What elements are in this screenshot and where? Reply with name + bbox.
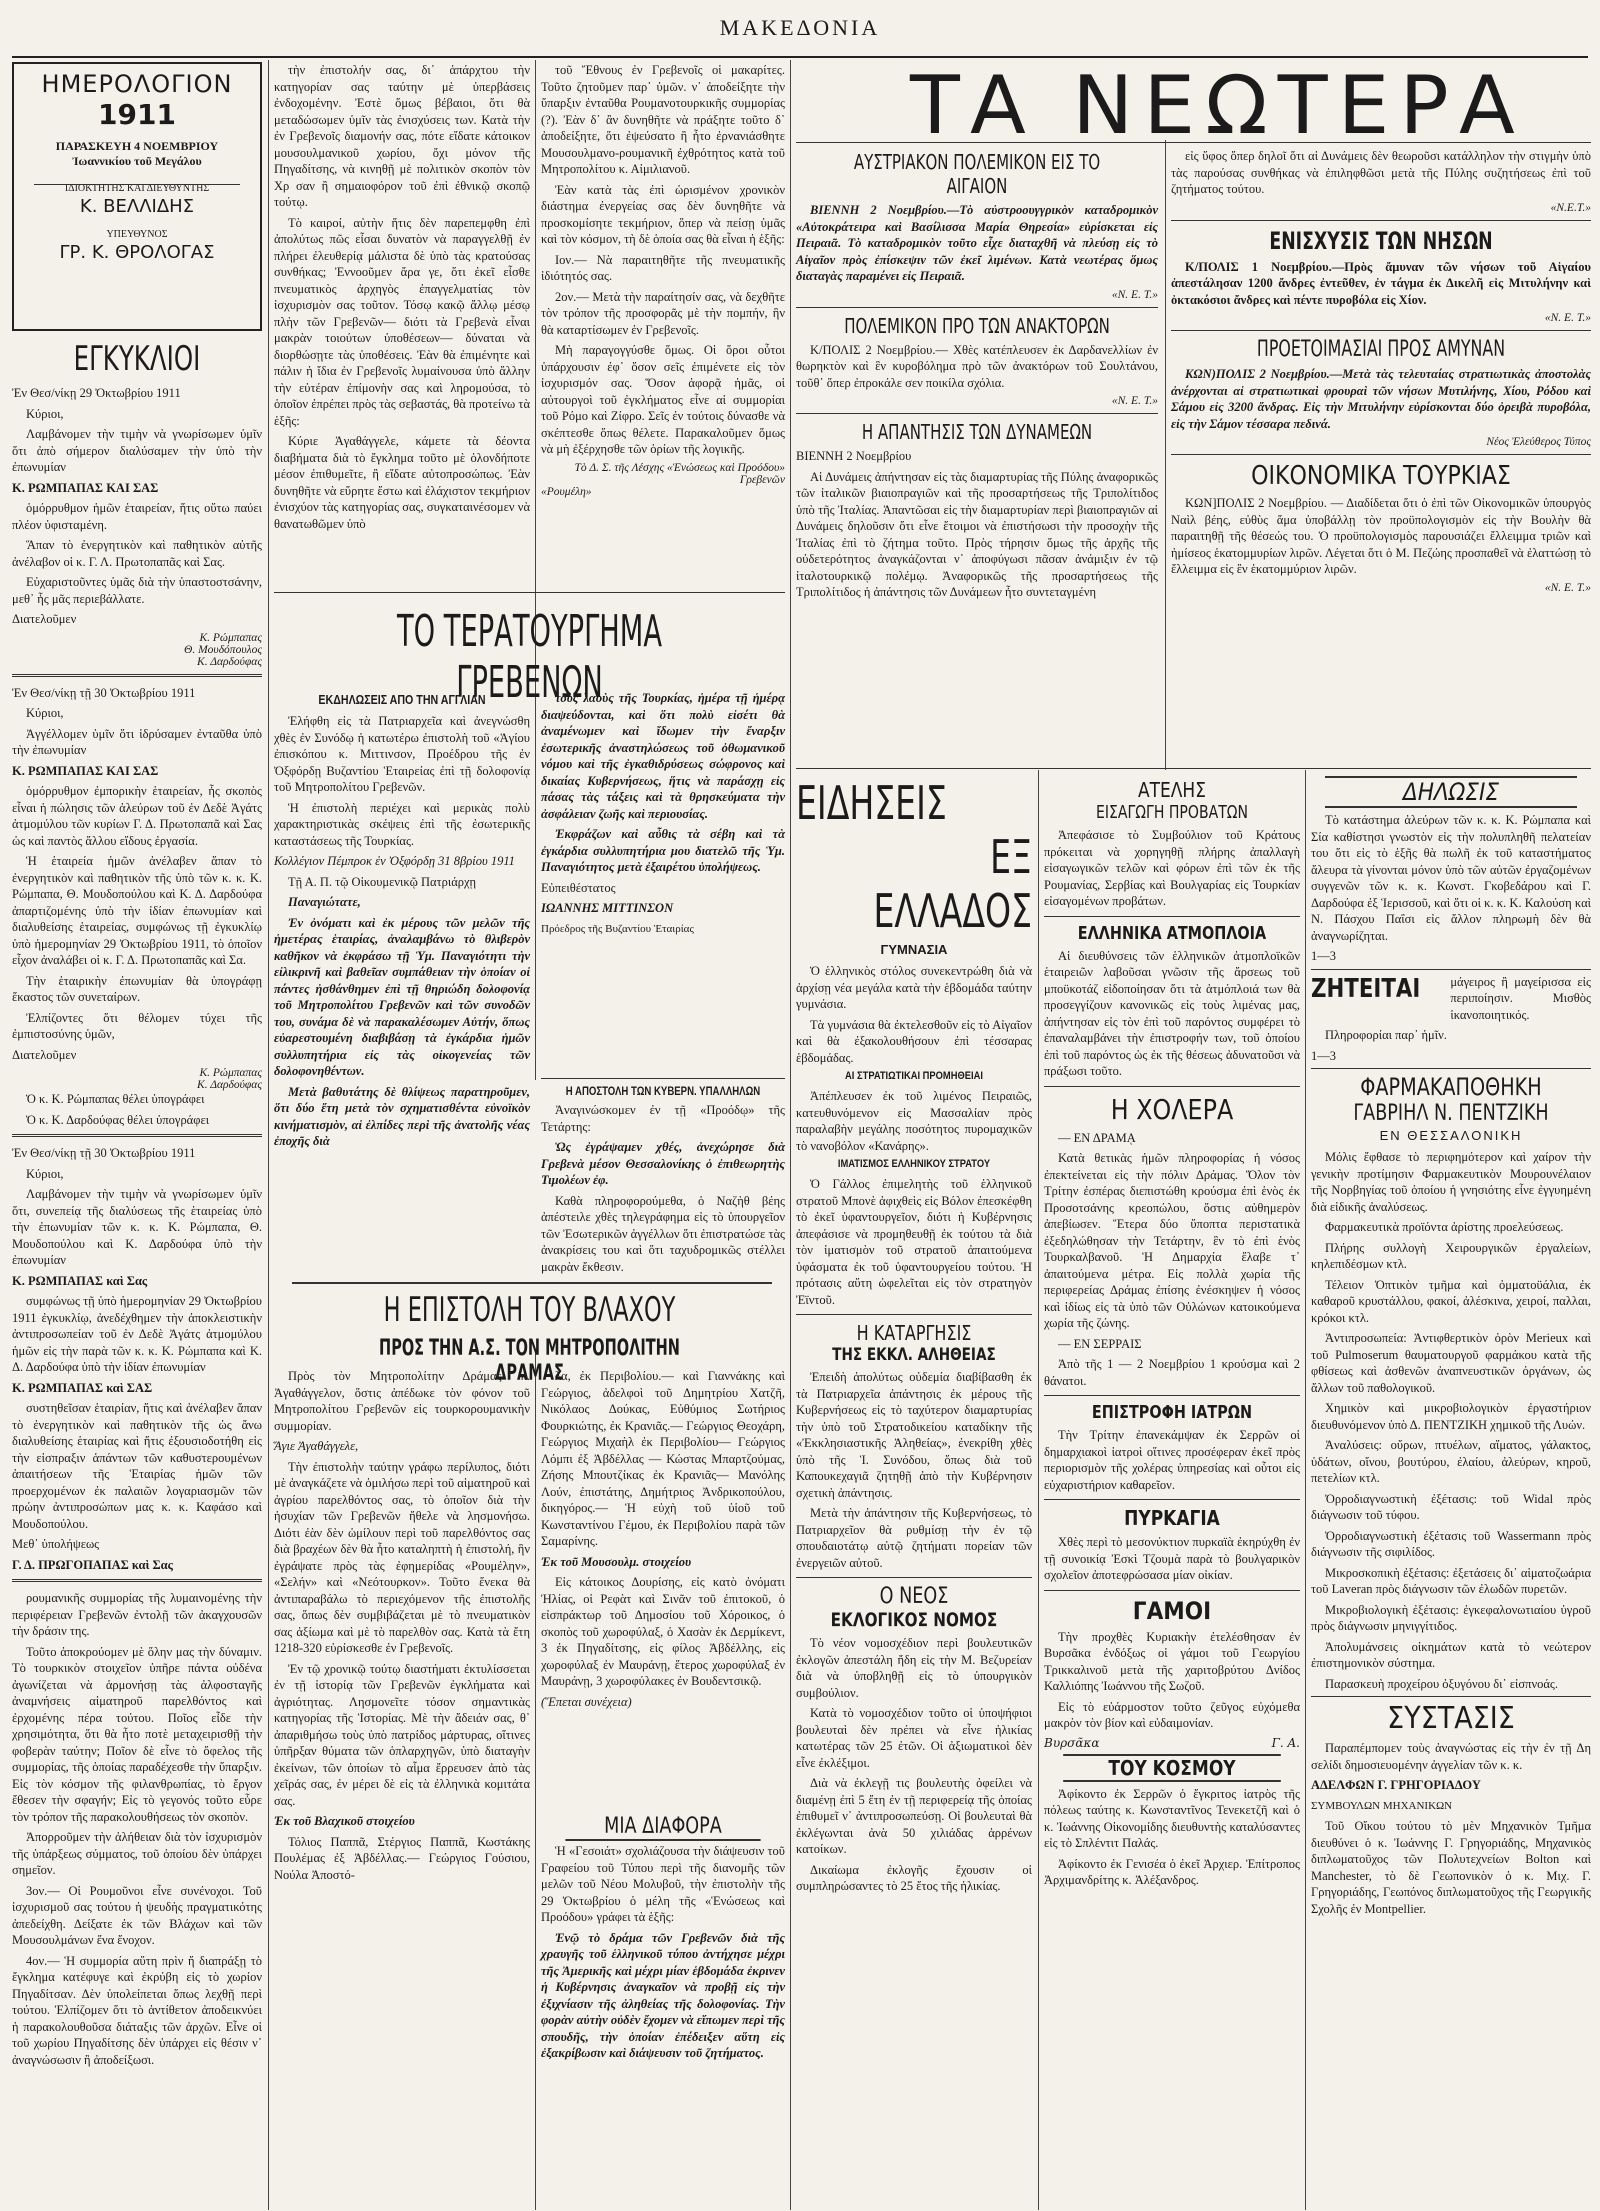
neotera-banner: ΤΑ ΝΕΩΤΕΡΑ — [910, 59, 1525, 152]
column-3-top — [541, 62, 785, 590]
divider — [34, 184, 240, 185]
text: ρουμανικῆς συμμορίας τῆς λυμαινομένης τὴν περιφέρειαν Γρεβενῶν ἐντολῇ τῶν ἀκαγχουσῶν τὴν δράσιν της. — [12, 1591, 262, 1638]
signature: Θ. Μουδόπουλος — [184, 643, 262, 656]
text: ΑΔΕΛΦΩΝ Γ. ΓΡΗΓΟΡΙΑΔΟΥ — [1311, 1778, 1481, 1792]
source: «Ν. Ε. Τ.» — [1111, 288, 1158, 301]
divider — [1044, 1590, 1300, 1591]
column-2-top — [274, 62, 530, 590]
signature: Κ. Δαρδούφας — [197, 655, 262, 668]
aigaio-heading: ΑΥΣΤΡΙΑΚΟΝ ΠΟΛΕΜΙΚΟΝ ΕΙΣ ΤΟ ΑΙΓΑΙΟΝ — [853, 150, 1101, 198]
column-rule — [535, 1350, 536, 2210]
divider — [796, 768, 1591, 769]
text: ΒΙΕΝΝΗ 2 Νοεμβρίου — [796, 449, 912, 463]
column-4-top — [796, 148, 1158, 766]
text: Εὐχαριστοῦντες ὑμᾶς διὰ τὴν ὑπαστοστσάνην, μεθ᾿ ἧς μᾶς περιεβάλλατε. — [12, 575, 262, 606]
diloseis-heading: ΔΗΛΩΣΙΣ — [1325, 776, 1577, 808]
reference: 1—3 — [1311, 949, 1336, 963]
divider — [796, 142, 1591, 143]
text: Ὁ κ. Κ. Δαρδούφας θέλει ὑπογράφει — [26, 1112, 210, 1127]
text: Κατὰ θετικὰς ἡμῶν πληροφορίας ἡ νόσος ἐπεκτείνεται εἰς τὴν πόλιν Δράμας. Ὅλον τὸν Τρίτην ἐσπέρας διεπιστώθη κρούσμα ἐπὶ ἑνὸς ἐκ Προσοτσάνης κρεοπώλου, ὅστις αὐθημερὸν ἀπεβίωσεν. Ἕτερα δύο ὕποπτα περιστατικὰ ἐξεδηλώθησαν τὴν Τετάρτην, ἓν τὸ ἐπὶ ἑνὸς Τουρκαλβανοῦ. Ἡ Δημαρχία ἔλαβε τ᾿ ἀπαιτούμενα μέτρα. Εἰς πολλὰ χωρία τῆς περιφερείας Δράμας ἐπίσης ἐνέσκηψεν ἡ νόσος καὶ ἰδίως εἰς τὰ ὑπὸ τῶν Οὐλώνων κατοικούμενα χωρία τῆς ζώνης. — [1044, 1151, 1300, 1330]
divider — [274, 592, 785, 593]
editor-name: ΓΡ. Κ. ΘΡΟΛΟΓΑΣ — [59, 242, 215, 263]
column-rule — [790, 60, 791, 2210]
calendar-day: ΠΑΡΑΣΚΕΥΗ 4 ΝΟΕΜΒΡΙΟΥ — [55, 139, 219, 153]
signature: Γ. Α. — [1271, 1735, 1300, 1750]
column-rule — [1305, 770, 1306, 2210]
text: — ΕΝ ΣΕΡΡΑΙΣ — [1058, 1336, 1142, 1351]
text: Μετὰ βαθυτάτης δὲ θλίψεως παρατηροῦμεν, ὅτι δύο ἔτη μετὰ τὸν σχηματισθέντα εὐνοϊκὸν κινήματισμὸν, αἱ ἐλπίδες περὶ τῆς ἀνατολῆς νέας ἐποχῆς διὰ — [274, 1084, 530, 1148]
nomos-heading: Ο ΝΕΟΣ — [879, 1584, 949, 1609]
vlachou-headline-block — [274, 1290, 785, 1386]
text: 3ον.— Οἱ Ρουμοῦνοι εἶνε συνένοχοι. Τοῦ ἰσχυρισμοῦ σας τούτου ἡ ψευδὴς πραγματικότης ἀπεδείχθη. Δείξατε ἐκ τῶν Βλάχων καὶ τῶν Μουσουλμάνων ἕνα ἔνοχον. — [12, 1883, 262, 1947]
column-rule — [1165, 140, 1166, 770]
text: ΚΩΝ]ΠΟΛΙΣ 2 Νοεμβρίου. — Διαδίδεται ὅτι ὁ ἐπὶ τῶν Οἰκονομικῶν ὑπουργὸς Ναὶλ βέης, εὐθὺς ἅμα ὑποβάλλῃ τὸν προϋπολογισμὸν εἰς τὴν Βουλὴν θὰ παραιτηθῇ τῆς θέσεώς του. Ὁ προϋπολογισμὸς παρουσιάζει ἔλλειμμα τριῶν καὶ ἡμίσεος ἑκατομμυρίων λιρῶν. Λέγεται ὅτι ὁ Μ. Πεζώης προσπαθεῖ νὰ ἐλαττώσῃ τὸ ἔλλειμμα εἰς ἓν ἑκατομμύριον λιρῶν. — [1171, 496, 1591, 576]
text: Κ/ΠΟΛΙΣ 2 Νοεμβρίου.— Χθὲς κατέπλευσεν ἐκ Δαρδανελλίων ἐν θωρηκτὸν καὶ ἓν κυροβόλημα πρὸ τῶν ἀνακτόρων τοῦ Σουλτάνου, τοῦθ᾿ ὅπερ ἐπροκάλε σεν ποικίλα σχόλια. — [796, 342, 1158, 390]
column-1 — [12, 62, 262, 2207]
divider — [12, 1579, 262, 1582]
text: 4ον.— Ἡ συμμορία αὕτη πρὶν ἤ διαπράξῃ τὸ ἔγκλημα κατέφυγε καὶ ἐκρύβη εἰς τὸ χωρίον Πηγαδίτσαν. Δὲν ὑπολείπεται ὅπως λεχθῇ περὶ τούτου. Ἐλπίζομεν ὅτι τὸ ἀντίθετον ἀποδεικνύει ἡ παρακολουθοῦσα διάταξις τῶν ἀρχῶν. Εἶνε οἱ τοῦ χωρίου Πηγαδίτσης δὲν ὑπάρχει εἰς θέσιν ν᾿ ἀναγνώσωσιν ἢ ἀποδείξωσι. — [12, 1953, 262, 2067]
source: «Ν. Ε. Τ.» — [1111, 395, 1158, 407]
text: Εὐπειθέστατος — [541, 880, 616, 895]
source: «Ρουμέλη» — [541, 485, 592, 498]
text: ὁμόρρυθμον ἡμῶν ἑταιρείαν, ἥτις οὕτω παύει πλέον ὑφισταμένη. — [12, 501, 262, 532]
column-8 — [1311, 772, 1591, 2208]
text: Κ/ΠΟΛΙΣ 1 Νοεμβρίου.—Πρὸς ἄμυναν τῶν νήσων τοῦ Αἰγαίου ἀπεστάλησαν 1200 ἄνδρες ἐντεῦθεν, ἐν τάγμα ἐκ Δικελῆ εἰς Μιτυλήνην καὶ ὀκτακόσιοι ἄνδρες καὶ πέντε πυροβόλα εἰς Χίον. — [1171, 259, 1591, 307]
gamoi-signoff — [1044, 1736, 1300, 1750]
text: Εἰς κάτοικος Δουρίσης, εἰς κατὸ ὀνόματι Ἠλίας, οἱ Ρεφὰτ καὶ Σινᾶν τοῦ ἐπιτοκοῦ, ὁ εἰσπράκτωρ τοῦ Δημοσίου τοῦ Χόροικος, ὁ σκοπὸς τοῦ χωροφύλαξ, ὁ Χασὰν ἐκ Δερμίκεντ, 3 ἐκ Πηγαδίτσης, εἰς φίλος Ἀβδέλλης, εἰς χωροφύλαξ ἐν Μαυράνῃ, ἕτερος χωροφύλαξ ἐν Μαυράνῃ, 3 χωροφύλακες ἐν Βουδεντσικῷ. — [541, 1575, 785, 1688]
signature: Κ. Δαρδούφας — [197, 1079, 262, 1091]
divider — [541, 1078, 785, 1079]
text: Ἐλπίζοντες ὅτι θέλομεν τύχει τῆς ἐμπιστοσύνης ὑμῶν, — [12, 1010, 262, 1041]
text: Τὴν ἐπιστολὴν ταύτην γράφω περίλυπος, διότι μὲ ἀναγκάζετε νὰ ὁμιλήσω περὶ τοῦ αἱματηροῦ καὶ ἀγρίου παρελθόντος σας, τὸ ὁποῖον διὰ τὴν ἡσυχίαν τῶν Γρεβενῶν ἤθελε νὰ λησμονήσω. Διότι ἐὰν δὲν ὡμίλουν περὶ τοῦ παρελθόντος σας διὰ βραχέων δὲν θὰ ἦτο καταληπτὴ ἡ ἐπιστολή, ἣν ἐγράψατε πρὸς τὰς ἐφημερίδας «Ρουμέλην», «Σελήν» καὶ «Νεότουρκον». Τοῦτο ἕνεκα θὰ ἀντιπαραβάλω τὸ περιεχόμενον τῆς ἐπιστολῆς σας, ὅπως δὲν συμβιβάζεται μὲ τὸ πνευματικὸν σας ἀξίωμα καὶ μὲ τὸ παρελθὸν σας. Κατὰ τὰ ἔτη 1218-320 εὑρίσκεσθε ἐν Γρεβενοῖς. — [274, 1459, 530, 1655]
text: Ἐκ τοῦ Μουσουλμ. στοιχείου — [541, 1554, 692, 1569]
text: — ΕΝ ΔΡΑΜᾼ — [1058, 1130, 1136, 1145]
text: Κύριοι, — [26, 1166, 64, 1181]
zitetai-block — [1311, 974, 1591, 1028]
probaton-heading-1: ΑΤΕΛΗΣ — [1138, 778, 1206, 802]
text: Ἀπέπλευσεν ἐκ τοῦ λιμένος Πειραιῶς, κατευθυνόμενον εἰς Μασσαλίαν πρὸς παραλαβὴν μεγάλης ποσότητος πυρομαχικῶν τὸ νανοβόλον «Κανάρης». — [796, 1089, 1032, 1153]
text: Ὡς ἐγράψαμεν χθές, ἀνεχώρησε διὰ Γρεβενὰ μέσον Θεσσαλονίκης ὁ ἐπιθεωρητὴς Τιμολέων ἐφ. — [541, 1140, 785, 1187]
diafora-heading: ΜΙΑ ΔΙΑΦΟΡΑ — [565, 1814, 760, 1841]
probaton-heading-2: ΕΙΣΑΓΩΓΗ ΠΡΟΒΑΤΩΝ — [1095, 802, 1249, 823]
text: Τοῦτο ἀποκρούομεν μὲ ὅλην μας τὴν δύναμιν. Τὸ τουρκικὸν στοιχεῖον ὑπῆρε πάντα οὐδένα ἀγωνίζεται νὰ ἁρμονήσῃ τὰς ἀλφοσταγῆς ἀναμνήσεις αἱματηροῦ παρελθόντος καὶ ἐρχομένης πέρα τούτου. Ποῖος εἶδε τὴν χρησιμότητα, ὅτι θὰ ἦτο ποτὲ μεταχειρισθῇ τὴν φοβερὰν ταύτην; Ποῖον δὲ εἶνε τὸ ὄφελος τῆς συμμορίας, τῆς ὁποίας παραδέχεσθε τὴν ὕπαρξιν. Εἰς τὸν κόσμον τῆς φιλανθρωπίας, τὸ ἔργον ἔθεσεν τὴν σφαγήν; Εἰς τὸ γεγονός τοῦτο εὗρε τὸν τρόπον τῆς παρακολουθήσεως τὸν σκοπὸν. — [12, 1644, 262, 1824]
divider — [1044, 1395, 1300, 1396]
text: Ἐκ τοῦ Βλαχικοῦ στοιχείου — [274, 1814, 415, 1828]
text: εἰς ὕφος ὅπερ δηλοῖ ὅτι αἱ Δυνάμεις δὲν θεωροῦσι κατάλληλον τὴν στιγμὴν ὑπὸ τὰς παρούσας συνθήκας νὰ ἐπιληφθῶσι μετὰ τῆς Πύλης συζητήσεως ἐπὶ τοῦ ζητήματος τούτου. — [1171, 149, 1591, 196]
divider — [1044, 1499, 1300, 1500]
text: Ἀφίκοντο ἐκ Σερρῶν ὁ ἔγκριτος ἰατρὸς τῆς πόλεως ταύτης κ. Κωνσταντῖνος Τενεκετζῆ καὶ ὁ κ. Ἰωάννης Οἰκονομίδης διευθυντὴς καταλύσαντες εἰς τὸ Σπλέντιτ Παλάς. — [1044, 1786, 1300, 1850]
text: Κύριε Ἀγαθάγγελε, κάμετε τὰ δέοντα διαβήματα διὰ τὸ ἔγκλημα τοῦτο μὲ ὁλονδήποτε μέσον ἐπιθυμεῖτε, ἢ εἴδατε αὐτοπροσώπως. Ἐὰν δυνηθῆτε νὰ εὕρητε ἔστω καὶ ἐλάχιστον τεκμήριον ἐνισχύον τὰς κατηγορίας σας, συγκαταινέσομεν νὰ θανατωθῶμεν ὑπὸ — [274, 434, 530, 531]
text: Ἐν τῷ χρονικῷ τούτῳ διαστήματι ἐκτυλίσσεται ἐν τῇ ἱστορίᾳ τῶν Γρεβενῶν ἐγκλήματα καὶ ἀγριότητας. Λησμονεῖτε τόσον σημαντικὰς κατηγορίας τῆς Ἱστορίας. Μὲ τὴν ἄδειάν σας, θ᾿ ἀπαριθμήσω τοὺς ὑπὸ πατρίδος μάρτυρας, οἵτινες ὑπῆρξαν θύματα τῶν ὁπλαρχηγῶν, ὑπὸ διαταγὴν ἐκείνων, τῶν ὁποίων τὸ αἷμα ἔρρευσεν ἀπὸ τὰς χεῖράς σας, ἐν μέρει δὲ εἰς τὰ ἐλληνικὰ κομιτάτα σας. — [274, 1661, 530, 1808]
text: Τὸ νέον νομοσχέδιον περὶ βουλευτικῶν ἐκλογῶν ἀπεστάλη ἤδη εἰς τὴν Μ. Βεζυρείαν διὰ νὰ ὑποβληθῇ εἰς τὸ ὑπουργικὸν συμβούλιον. — [796, 1636, 1032, 1700]
eidiseis-subhead: ΙΜΑΤΙΣΜΟΣ ΕΛΛΗΝΙΚΟΥ ΣΤΡΑΤΟΥ — [837, 1158, 991, 1170]
signature: Τὸ Δ. Σ. τῆς Λέσχης «Ἑνώσεως καὶ Προόδου» Γρεβενῶν — [574, 461, 785, 486]
cholera-heading: Η ΧΟΛΕΡΑ — [1110, 1092, 1234, 1126]
text: ΒΙΕΝΝΗ 2 Νοεμβρίου.—Τὸ αὐστροουγγρικὸν καταδρομικὸν «Αὐτοκράτειρα καὶ Βασίλισσα Μαρία Θηρεσία» εὑρίσκεται εἰς Πειραιᾶ. Τὸ καταδρομικὸν τοῦτο εἶχε διαταχθῆ νὰ πλεύσῃ εἰς τὸ Αἰγαῖον πρὸς ἐπίσκεψιν τῶν ἐκεῖ λιμένων. Κατὰ νεωτέρας ὅμως διαταγὰς παραμένει εἰς Πειραιᾶ. — [796, 203, 1158, 283]
calendar-box — [12, 62, 262, 331]
text: Ἀπεφάσισε τὸ Συμβούλιον τοῦ Κράτους πρόκειται νὰ χορηγηθῇ πλήρης ἀπαλλαγὴ εἰσαγωγικῶν τελῶν καὶ φόρων ἐπὶ τῶν ἐκ τῆς Ρουμανίας, Σερβίας καὶ Βουλγαρίας εἰς Τουρκίαν εἰσαγομένων προβάτων. — [1044, 828, 1300, 908]
text: Ἀπὸ τῆς 1 — 2 Νοεμβρίου 1 κρούσμα καὶ 2 θάνατοι. — [1044, 1357, 1300, 1388]
source: «Ν. Ε. Τ.» — [1544, 581, 1591, 594]
text: Ἐὰν κατὰ τὰς ἐπὶ ὡρισμένον χρονικὸν διάστημα ἐνεργείας σας δὲν δυνηθῆτε νὰ προσκομίσητε τεκμήριον, ὅπερ νὰ πείσῃ ὑμᾶς καὶ τὸν κόσμον, τὴ δὲ ὁποία σας θὰ εἶναι ἡ ἑξῆς: — [541, 182, 785, 246]
dynameon-heading: Η ΑΠΑΝΤΗΣΙΣ ΤΩΝ ΔΥΝΑΜΕΩΝ — [861, 420, 1093, 444]
pyrkagia-heading: ΠΥΡΚΑΓΙΑ — [1124, 1506, 1220, 1530]
text: Ἀπορροῦμεν τὴν ἀλήθειαν διὰ τὸν ἰσχυρισμὸν τῆς ὑπάρξεως σύμματος, τοῦ ὁποίου δὲν ὑπάρχει σημεῖον. — [12, 1830, 262, 1877]
grevena-column-b — [541, 690, 785, 1080]
text: Διατελοῦμεν — [12, 1047, 77, 1062]
text: Κολλέγιον Πέμπροκ ἐν Ὀξφόρδῃ 31 8βρίου 1911 — [274, 854, 515, 868]
text: Παρασκευὴ προχείρου ὀξυγόνου δι᾿ εἰσπνοάς. — [1325, 1676, 1558, 1691]
text: Εἰς τὸ εὐάρμοστον τοῦτο ζεῦγος εὐχόμεθα μακρὸν τὸν βίον καὶ εὐδαιμονίαν. — [1044, 1699, 1300, 1730]
text: Ἐνῷ τὸ δράμα τῶν Γρεβενῶν διὰ τῆς χραυγῆς τοῦ ἑλληνικοῦ τύπου ἀντήχησε μέχρι τῆς Ἀμερικῆς καὶ μέχρι μίαν ἑβδομάδα ἐκρινεν ἡ Κυβέρνησις ἀναγκαῖον νὰ προβῇ εἰς τὴν ἐξιχνίασιν τῆς ἀληθείας τῆς δολοφονίας. Τὴν φορὰν αὐτὴν οὐδὲν ἔχομεν νὰ εἴπωμεν περὶ τῆς σπουδῆς, τὴν ὁποίαν ἐπέδειξεν αὕτη εἰς ἐξακρίβωσιν καὶ διάψευσιν τοῦ ζητήματος. — [541, 1930, 785, 2060]
text: Τέλειον Ὀπτικὸν τμῆμα καὶ ὀμματοϋάλια, ἐκ καθαροῦ κρυστάλλου, φακοί, ἀλέσκινα, χειροί, παλλαι, κρόκοι κτλ. — [1311, 1277, 1591, 1325]
handwritten-rule — [292, 1282, 772, 1284]
divider — [796, 1314, 1032, 1315]
text: Ἐν Θεσ/νίκῃ 29 Ὀκτωβρίου 1911 — [12, 386, 181, 400]
text: Ὁ ἑλληνικὸς στόλος συνεκεντρώθη διὰ νὰ ἀρχίσῃ νέα μεγάλα κατὰ τὴν ἑβδομάδα ταύτην γυμνάσια. — [796, 964, 1032, 1011]
text: Διατελοῦμεν — [12, 612, 77, 626]
text: Παραπέμπομεν τοὺς ἀναγνώστας εἰς τὴν ἐν τῇ Δη σελίδι δημοσιευομένην ἀγγελίαν τῶν κ. κ. — [1311, 1741, 1591, 1772]
divider — [796, 413, 1158, 414]
text: Παναγιώτατε, — [288, 895, 361, 909]
text: ΙΩΑΝΝΗΣ ΜΙΤΤΙΝΣΟΝ — [541, 901, 674, 915]
text: Ἀπολυμάνσεις οἰκημάτων κατὰ τὸ νεώτερον ἐπιστημονικὸν σύστημα. — [1311, 1639, 1591, 1670]
divider — [1044, 916, 1300, 917]
text: Κ. ΡΩΜΠΑΠΑΣ καὶ ΣΑΣ — [12, 1380, 153, 1395]
text: 2ον.— Μετὰ τὴν παραίτησίν σας, νὰ δεχθῆτε τὸν τρόπον τῆς προσφορᾶς μὲ τὴν πομπήν, ἣν θὰ καταρτίσωμεν ἐν Γρεβενοῖς. — [541, 289, 785, 337]
text: Λαμβάνομεν τὴν τιμὴν νὰ γνωρίσωμεν ὑμῖν ὅτι, συνεπείᾳ τῆς διαλύσεως τῆς ἑταιρείας ὑπὸ τὴν ἐπωνυμίαν τῶν κ. κ. Κ. Ρώμπαπα, Θ. Μουδοπούλου καὶ Κ. Δαρδούφα ὑπὸ τὴν ἐπωνυμίαν — [12, 1187, 262, 1267]
source: Νέος Ἐλεύθερος Τύπος — [1486, 436, 1591, 448]
oikonomika-heading: ΟΙΚΟΝΟΜΙΚΑ ΤΟΥΡΚΙΑΣ — [1251, 461, 1511, 491]
text: Αἱ Δυνάμεις ἀπήντησαν εἰς τὰς διαμαρτυρίας τῆς Πύλης ἀναφορικῶς τῶν ἰταλικῶν βιαιοπραγιῶν καὶ τῆς προσαρτήσεως τῆς Τριπολίτιδος ὑπὸ τῆς Ἰταλίας. Ἀπαντῶσαι εἰς τὴν διαμαρτυρίαν περὶ βιαιοπραγιῶν αἱ Δυνάμεις δηλοῦσιν ὅτι εἶνε ἕτοιμοι νὰ ἐπιστήσωσι τὴν προσοχὴν τῆς Ἰταλίας ἐπὶ τὸ ζήτημα τοῦτο. Πρὸς τήρησιν ὅμως τῆς ἀρχῆς τῆς οὐδετερότητος ἀναγκάζονται ν᾿ ἀποφύγωσι πᾶσαν ἀνάμιξιν ἐν τῷ ἰταλοτουρκικῷ πολέμῳ. Ἀναφορικῶς τῆς προσαρτήσεως τῆς Τριπολίτιδος ἡ ἀπάντησις τῶν Δυνάμεων ἦτο συντεταγμένη — [796, 469, 1158, 599]
text: Ὁ Γάλλος ἐπιμελητὴς τοῦ ἑλληνικοῦ στρατοῦ Μπονὲ ἀφιχθεὶς εἰς Βόλον ἐπεσκέφθη τὸ ἐκεῖ ὑφαντουργεῖον, διότι ἡ Κυβέρνησις ἀπεφάσισε νὰ προμηθευθῇ ἐκ τούτου τὰ διὰ τὸν ἱματισμὸν τοῦ στρατοῦ ἀπαιτούμενα ὑφάσματα ἐκ τοῦ ὑφαντουργείου τούτου. Ἡ πρότασις αὕτη ὠφελεῖται εἰς τὸν στρατηγὸν Ἐϊντοῦ. — [796, 1177, 1032, 1307]
text: Κύριοι, — [26, 706, 64, 720]
text: Τόλιος Παππᾶ, Στέργιος Παππᾶ, Κωστάκης Πουλέμας ἐξ Ἀβδέλλας.— Γεώργιος Γούσιου, Νούλα Ἀποστό- — [274, 1834, 530, 1882]
text: Ἐλήφθη εἰς τὰ Πατριαρχεῖα καὶ ἀνεγνώσθη χθὲς ἐν Συνόδῳ ἡ κατωτέρω ἐπιστολὴ τοῦ «Ἁγίου ἐπισκόπου κ. Μιττινσον, Προέδρου τῆς ἐν Ὀξφόρδῃ Βυζαντίου Ἑταιρείας ἐπὶ τῇ δολοφονίᾳ τοῦ Μητροπολίτου Γρεβενῶν. — [274, 714, 530, 794]
text: Κ. ΡΩΜΠΑΠΑΣ καὶ Σας — [12, 1273, 148, 1288]
text: Δικαίωμα ἐκλογῆς ἔχουσιν οἱ συμπληρώσαντες τὸ 25 ἔτος τῆς ἡλικίας. — [796, 1862, 1032, 1893]
text: Χθὲς περὶ τὸ μεσονύκτιον πυρκαϊὰ ἐκηρύχθη ἐν τῇ συνοικίᾳ Ἐσκὶ Τζουμὰ παρὰ τὸ βουλγαρικὸν σχολεῖον ἀποτεφρώσασα μίαν οἰκίαν. — [1044, 1535, 1300, 1582]
text: Πρὸς τὸν Μητροπολίτην Δράμας κ. Ἀγαθάγγελον, ὅστις ἀπέδωκε τὸν φόνον τοῦ Μητροπολίτου Γρεβενῶν εἰς τουρκορουμανικὴν συμμορίαν. — [274, 1369, 530, 1433]
text: Πρόεδρος τῆς Βυζαντίου Ἑταιρίας — [541, 922, 694, 935]
text: τὴν ἐπιστολήν σας, δι᾿ ἁπάρχτου τὴν κατηγορίαν σας ταύτην μὲ ὑπερβάσεις ἐνδοχομένην. Ἐστὲ ὅμως βέβαιοι, ὅτι θὰ μεταδώσωμεν ὑμῖν τὰς ἐνισχύσεις των. Κατὰ τὴν ἐν Γρεβενοῖς διαμονήν σας, πότε εἴδατε κάτοικον μουσουλμανικοῦ χωρίου, ὄχι μόνον τῆς Πηγαδίτσης, νὰ κινηθῇ μὲ πολιτικὸν σκοπὸν τὸν Χρ σαν ἢ σημαιοφόρον τοῦ ἐπὶ ἐθνικῷ σκοπῷ τούτῳ. — [274, 63, 530, 209]
circulars-heading: ΕΓΚΥΚΛΙΟΙ — [73, 339, 201, 379]
text: Ἐν ὀνόματι καὶ ἐκ μέρους τῶν μελῶν τῆς ἡμετέρας ἑταιρίας, ἀναλαμβάνω τὸ θλιβερὸν καθῆκον νὰ ἐκφράσω τῇ Ὑμ. Παναγιότητι τὴν εἰλικρινῆ καὶ βαθεῖαν συμπάθειαν τὴν ὁποίαν οἱ πάντες ἠσθάνθημεν ἐπὶ τῇ θηριώδη δολοφονίᾳ τοῦ Μητροπολίτου Γρεβενῶν καὶ τῶν συνοδῶν του, συνάμα δὲ νὰ παρακαλέσωμεν Αὐτήν, ὅπως εὐαρεστουμένη διαβιβάσῃ τὰ ἐγκάρδια ἡμῶν συλλυπητήρια εἰς τὰς οἰκογενείας τῶν δολοφονηθέντων. — [274, 915, 530, 1078]
text: Κατὰ τὸ νομοσχέδιον τοῦτο οἱ ὑποψήφιοι βουλευταὶ δὲν πρέπει νὰ εἶνε ἡλικίας κατωτέρας τῶν 25 ἐτῶν. Οἱ ἀξιωματικοὶ δὲν εἶνε ἐκλέξιμοι. — [796, 1706, 1032, 1770]
apostoli-heading: Η ΑΠΟΣΤΟΛΗ ΤΩΝ ΚΥΒΕΡΝ. ΥΠΑΛΛΗΛΩΝ — [565, 1084, 761, 1098]
editor-label: ΥΠΕΥΘΥΝΟΣ — [106, 229, 168, 240]
calendar-saint: Ἰωαννικίου τοῦ Μεγάλου — [72, 154, 202, 168]
text: Μετὰ τὴν ἀπάντησιν τῆς Κυβερνήσεως, τὸ Πατριαρχεῖον θὰ ρυθμίσῃ τὴν ἐν τῷ σπουδαιοτάτῳ αὐτῷ ζητήματι πορείαν τῶν ἐνεργειῶν αὐτοῦ. — [796, 1506, 1032, 1570]
atmoploia-heading: ΕΛΛΗΝΙΚΑ ΑΤΜΟΠΛΟΙΑ — [1077, 922, 1267, 944]
calendar-year: 1911 — [98, 98, 176, 131]
text: (Ἕπεται συνέχεια) — [541, 1694, 632, 1709]
column-rule — [535, 60, 536, 1080]
text: Τὴν προχθὲς Κυριακὴν ἐτελέσθησαν ἐν Βυρσᾶκα ἐνδόξως οἱ γάμοι τοῦ Γεωργίου Τρικκαλινοῦ μετὰ τῆς χαριτοβρύτου Δνίδος Καλλιόπης Ἰωάννου τῆς Σωζοῦ. — [1044, 1629, 1300, 1693]
source: «Ν.Ε.Τ.» — [1550, 201, 1591, 214]
text: Ὀρροδιαγνωστικὴ ἐξέτασις: τοῦ Widal πρὸς διάγνωσιν τοῦ τύφου. — [1311, 1491, 1591, 1522]
text: λα, ἐκ Περιβολίου.— καὶ Γιαννάκης καὶ Γεώργιος, ἀδελφοὶ τοῦ Δημητρίου Χατζῆ, Νικόλαος Δούκας, Εὐθύμιος Σωτήριος Φουρκιώτης, ἐκ Κρανιᾶς.— Γεώργιος Θεοχάρη, Γεώργιος Μιχαὴλ ἐκ Περιβολίου— Γεώργιος Λόμπι ἐξ Ἀβδέλλας — Κώστας Μπαρτζούμας, Ζήσης Μπουτζίκας ἐκ Κρανιᾶς— Μανόλης Λούν, ἐπιστάτης, Δημήτριος Ἀνδρικοπούλου, δικηγόρος.— Ἡ εὐχὴ τοῦ ὑἱοῦ τοῦ Κωνσταντίνου Γέμου, ἐκ Περιβολίου παρὰ τῶν Σαμαρίνης. — [541, 1369, 785, 1548]
divider — [796, 1577, 1032, 1578]
text: Τὸ καιροί, αὐτὴν ἥτις δὲν παρεπεμφθη ἐπὶ ἀπολύτως πῶς εἶσαι δυνατὸν νὰ παραγγελθῇ ἐν πλήρει ἐλευθερίᾳ μάλιστα δὲ ὑπὸ τὰς κρατούσας συνθήκας; Ἐννοοῦμεν ἄρα γε, ὅτι ἐκεῖ εἶσθε πνευματικὸς ἀρχηγὸς ἐπαγγελματίας τὸν ἰσχυρισμὸν σας τοῦτον. Τόσῳ κακῷ ἄλλῳ μέσῳ πλὴν τῶν Γρεβενῶν— διότι τὰ Γρεβενὰ εἶναι μακρὰν τοιούτων ὑποθέσεων— δύναται νὰ διορθώσῃτε τὰς ὑποθέσεις. Ἐὰν θὰ ἐπιμένητε καὶ πάλιν ἡ ἴδια ἐν Γρεβενοῖς λυμαίνουσα ὑπὸ ἄλλην τὴν εὐτέραν ἐπίμονὴν σας καὶ ληρομούσα, τὸ ὁποῖον ἐπρέπει πρὸς τὰς σεβαστάς, θὰ προτείνω τὰ ἑξῆς: — [274, 215, 530, 428]
text: Ἐν Θεσ/νίκῃ τῇ 30 Ὀκτωβρίου 1911 — [12, 685, 196, 700]
source: «Ν. Ε. Τ.» — [1544, 312, 1591, 324]
column-eidiseis — [796, 772, 1032, 2208]
divider — [12, 1134, 262, 1137]
text: Ἐπειδὴ ἀπολύτως οὐδεμία διαβίβασθη ἐκ τὰ Πατριαρχεῖα ἀπάντησις ἐκ μέρους τῆς Κυβερνήσεως εἰς τὸ ταχύτερον διαμαρτυρίας τὴν ὑπὸ τοῦ Στρατοδικείου καταδίκην τῆς «Ἐκκλησιαστικῆς Ἀληθείας», ἐνεκρίθη χθὲς ὑπὸ τῆς Ἱ. Συνόδου, ὅπως διὰ τοῦ Καπουκεχαγιᾶ ζητηθῇ ἀπὸ τὴν Κυβέρνησιν σχετικὴ ἀπάντησις. — [796, 1370, 1032, 1500]
text: Μόλις ἔφθασε τὸ περιφημότερον καὶ χαίρον τὴν γενικὴν προτίμησιν Φαρμακευτικὸν Μουρουνέλαιον τῆς Νορβηγίας τοῦ ὁποίου ἡ γνησιότης εἶνε ἐγγυημένη διὰ εἰδικῆς ἀναλύσεως. — [1311, 1150, 1591, 1214]
text: μάγειρος ἢ μαγείρισσα εἰς περιποίησιν. Μισθὸς ἱκανοποιητικός. — [1450, 974, 1591, 1022]
text: Ἅγιε Ἀγαθάγγελε, — [274, 1439, 359, 1453]
text: Ἐκφράζων καὶ αὖθις τὰ σέβη καὶ τὰ ἐγκάρδια συλλυπητήρια μου διατελῶ τῆς Ὑμ. Παναγιότητος μετὰ ἐξαιρέτου ὑπολήψεως. — [541, 827, 785, 874]
owner-label: ΙΔΙΟΚΤΗΤΗΣ ΚΑΙ ΔΙΕΥΘΥΝΤΗΣ — [64, 183, 210, 194]
text: Γ. Δ. ΠΡΩΓΟΠΑΠΑΣ καὶ Σας — [12, 1557, 173, 1572]
divider — [1171, 330, 1591, 331]
pharmakeio-heading-3: ΕΝ ΘΕΣΣΑΛΟΝΙΚΗ — [1379, 1128, 1523, 1143]
text: Ἡ «Γεσοιάτ» σχολιάζουσα τὴν διάψευσιν τοῦ Γραφείου τοῦ Τύπου περὶ τῆς διανομῆς τῶν μελῶν τοῦ Νέου Μολυβοῦ, τὴν ἐπιστολὴν τῆς 29 Ὀκτωβρίου ὁ μέλη τῆς «Ἑνώσεως καὶ Προόδου» γράφει τὰ ἑξῆς: — [541, 1844, 785, 1924]
column-rule — [268, 60, 269, 2210]
text: Ὀρροδιαγνωστικὴ ἐξέτασις τοῦ Wassermann πρὸς διάγνωσιν τῆς σιφιλίδος. — [1311, 1528, 1591, 1559]
divider — [1044, 1086, 1300, 1087]
text: Ἀναλύσεις: οὔρων, πτυέλων, αἵματος, γάλακτος, ὑδάτων, οἴνου, βουτύρου, ἐλαίου, ἀλεύρων, κηροῦ, πετελίων κτλ. — [1311, 1438, 1591, 1485]
signature: Κ. Ρώμπαπας — [199, 1067, 262, 1079]
text: Κύριοι, — [26, 406, 64, 421]
vlachou-column-b — [541, 1368, 785, 1808]
column-7 — [1044, 772, 1300, 2208]
diafora-block — [541, 1810, 785, 2210]
text: τοὺς λαοὺς τῆς Τουρκίας, ἡμέρα τῇ ἡμέρᾳ διαψεύδονται, καὶ ὅτι πολὺ εἰσέτι θὰ ἀναμένωμεν καὶ ἴδωμεν τὴν ἔναρξιν ἐσωτερικῆς ἀναστηλώσεως τοῦ ὀθωμανικοῦ νόμου καὶ τῆς ἐγκαθιδρύσεως σώφρονος καὶ δικαίας Κυβερνήσεως, ἥτις νὰ παράσχῃ εἰς πάσας τὰς τάξεις καὶ τὰ θρησκεύματα τὴν ἀσφάλειαν ζωῆς καὶ περιουσίας. — [541, 691, 785, 821]
signature: Κ. Ρώμπαπας — [199, 631, 262, 644]
amynan-heading: ΠΡΟΕΤΟΙΜΑΣΙΑΙ ΠΡΟΣ ΑΜΥΝΑΝ — [1256, 337, 1506, 362]
pharmakeio-heading-1: ΦΑΡΜΑΚΑΠΟΘΗΚΗ — [1360, 1073, 1542, 1101]
divider — [1311, 1068, 1591, 1069]
reference: 1—3 — [1311, 1048, 1336, 1063]
nomos-subheading: ΕΚΛΟΓΙΚΟΣ ΝΟΜΟΣ — [830, 1609, 998, 1631]
systasis-heading: ΣΥΣΤΑΣΙΣ — [1387, 1701, 1515, 1736]
text: Καθὰ πληροφορούμεθα, ὁ Ναζὴθ βέης ἀπέστειλε χθὲς τηλεγράφημα εἰς τὸ ὑπουργεῖον τῶν Ἐσωτερικῶν ἀγγέλλων ὅτι ἐπιστρατώσε τὰς ἀνακρίσεις του καὶ ὅτι ταχυδρομικῶς στέλλει μακρὰν ἔκθεσιν. — [541, 1193, 785, 1274]
text: Διὰ νὰ ἐκλεγῇ τις βουλευτὴς ὀφείλει νὰ διαμένῃ ἐπὶ 5 ἔτη ἐν τῇ περιφερείᾳ τῆς ὁποίας ἐπιθυμεῖ ν᾿ ἀντιπροσωπεύσῃ. Οἱ βουλευταὶ θὰ ἐκλέγωνται ἀνὰ 50 χιλιάδας ἀρρένων κατοίκων. — [796, 1776, 1032, 1856]
divider — [12, 674, 262, 677]
kosmou-heading: ΤΟΥ ΚΟΣΜΟΥ — [1063, 1754, 1281, 1782]
vlachou-subhead: ΠΡΟΣ ΤΗΝ Α.Σ. ΤΟΝ ΜΗΤΡΟΠΟΛΙΤΗΝ ΔΡΑΜΑΣ — [379, 1336, 680, 1386]
text: Χημικὸν καὶ μικροβιολογικὸν ἐργαστήριον διευθυνόμενον ὑπὸ Δ. ΠΕΝΤΖΙΚΗ χημικοῦ τῆς Λυών. — [1311, 1401, 1591, 1432]
anaktoron-heading: ΠΟΛΕΜΙΚΟΝ ΠΡΟ ΤΩΝ ΑΝΑΚΤΟΡΩΝ — [844, 313, 1110, 338]
text: Μικροσκοπικὴ ἐξέτασις: ἐξετάσεις δι᾿ αἱματοζωάρια τοῦ Laveran πρὸς διάγνωσιν τῶν ἐλωδῶν πυρετῶν. — [1311, 1565, 1591, 1596]
text: Πληροφορίαι παρ᾿ ἡμῖν. — [1325, 1028, 1447, 1042]
calendar-title: ΗΜΕΡΟΛΟΓΙΟΝ — [41, 70, 233, 98]
vlachou-column-a — [274, 1368, 530, 2208]
owner-name: Κ. ΒΕΛΛΙΔΗΣ — [79, 196, 195, 217]
text: τοῦ Ἔθνους ἐν Γρεβενοῖς οἱ μακαρίτες. Τοῦτο ζητοῦμεν παρ᾿ ὑμῶν. ν᾿ ἀποδείξητε τὴν ὕπαρξιν ἐνταῦθα Ρουμανοτουρκικῆς συμμορίας (?). Ἐὰν δ᾿ ἂν δυνηθῆτε νὰ πράξητε τοῦτο δ᾿ ἀποδείξητε, ὅτι ἐψεύσατο ἢ ἦτο ἐρνανιάσθητε Μουσουλμανο-ρουμανικῆ ἐχθρότητος κατὰ τοῦ Μητροπολίτου κ. Αἰμιλιανοῦ. — [541, 63, 785, 176]
text: Τῇ Α. Π. τῷ Οἰκουμενικῷ Πατριάρχῃ — [288, 874, 477, 889]
text: Ἡ ἑταιρεία ἡμῶν ἀνέλαβεν ἅπαν τὸ ἐνεργητικὸν καὶ παθητικὸν τῆς ὑπὸ τῶν κ. κ. Κ. Ρώμπαπα, Θ. Μουδοπούλου καὶ Κ. Δ. Δαρδούφα ἀπαρτιζομένης ὑπὸ τὴν ἰδίαν ἐπωνυμίαν καὶ διαλυθείσης ἑταιρείας, συμφώνως τῇ ἐγκυκλίῳ ὑπὸ ἡμερομηνίαν 29 Ὀκτωβρίου 1911, τὸ ὁποῖον εἶχον ἀναλάβει οἱ κ. Γ. Δ. Πρωτοπαπᾶς καὶ Σα. — [12, 854, 262, 967]
text: Ἀγγέλλομεν ὑμῖν ὅτι ἱδρύσαμεν ἐνταῦθα ὑπὸ τὴν ἐπωνυμίαν — [12, 726, 262, 757]
text: ὁμόρρυθμον ἐμπορικὴν ἑταιρείαν, ἧς σκοπὸς εἶναι ἡ πώλησις τῶν ἀλεύρων τοῦ ἐν Δεδὲ Ἀγάτς ἀτμομύλου τῶν κυρίων Γ. Δ. Πρωτοπαπᾶ καὶ Σας ὡς καὶ παντὸς ἄλλου εἴδους ἐργασία. — [12, 784, 262, 848]
divider — [1311, 1696, 1591, 1697]
masthead-title: ΜΑΚΕΔΟΝΙΑ — [719, 15, 881, 40]
katargisis-heading: Η ΚΑΤΑΡΓΗΣΙΣ — [856, 1321, 972, 1345]
text: Λαμβάνομεν τὴν τιμὴν νὰ γνωρίσωμεν ὑμῖν ὅτι ἀπὸ σήμερον διαλύσαμεν τὴν ὑπὸ τὴν ἐπωνυμίαν — [12, 427, 262, 474]
text: Ιον.— Νὰ παραιτηθῆτε τῆς πνευματικῆς ἰδιότητός σας. — [541, 252, 785, 283]
text: Τοῦ Οἴκου τούτου τὸ μὲν Μηχανικὸν Τμῆμα διευθύνει ὁ κ. Ἰωάννης Γ. Γρηγοριάδης, Μηχανικὸς διπλωματοῦχος τῶν Πολυτεχνείων Bolton καὶ Manchester, τὸ δὲ Γεωπονικὸν ὁ κ. Μιχ. Γ. Γρηγοριάδης, Γεωπόνος διπλωματοῦχος τῆς Γεωργικῆς Σχολῆς ἐν Montpellier. — [1311, 1819, 1591, 1916]
grevena-column-a — [274, 690, 530, 1265]
text: Ὁ κ. Κ. Ρώμπαπας θέλει ὑπογράφει — [26, 1092, 205, 1106]
text: Τὸ κατάστημα ἀλεύρων τῶν κ. κ. Κ. Ρώμπαπα καὶ Σία καθίστησι γνωστὸν εἰς τὴν πολυπληθῆ πελατείαν του ὅτι εἰς τὸ ἑξῆς θὰ πωλῆ ἐκ τοῦ καταστήματος ἄλευρα τὰ γίνονται μόνον ὑπὸ τῶν αὐτῶν ἐργαζομένων συγγενῶν τῶν κ. κ. Κωνστ. Γκοβεδάρου καὶ Γ. Δαρδούφα ἐξ Ἱερισσοῦ, καὶ ὅτι οἱ κ. κ. Κ. Καλούση καὶ Ν. Πάσχου Παΐσι εἰς ἄλλον πληρωμὴ δὲν θὰ ἀναγνωρίζηται. — [1311, 813, 1591, 943]
text: Ἐν Θεσ/νίκῃ τῇ 30 Ὀκτωβρίου 1911 — [12, 1146, 196, 1160]
eidiseis-subhead: ΓΥΜΝΑΣΙΑ — [880, 942, 948, 957]
text: Μὴ παραγογγύσθε ὅμως. Οἱ ὅροι οὗτοι ὑπάρχουσιν ἐφ᾿ ὅσον σεῖς ἐπιμένετε εἰς τὸν ἰσχυρισμόν σας. Ὅσον ἀφορᾷ ἡμᾶς, οἱ αὐτουργοὶ τοῦ ἐγκλήματος εἶνε αἱ συμμορίαι τοῦ Ρόμο καὶ Ζίφρο. Σεῖς ἐν τούτοις δύνασθε νὰ σκέπτεσθε ὅπως θέλετε. Παρακαλοῦμεν ὅμως νὰ μὴ ἐξέρχησθε τῶν ὁρίων τῆς λογικῆς. — [541, 343, 785, 456]
text: Μεθ᾿ ὑπολήψεως — [12, 1537, 100, 1551]
text: ΣΥΜΒΟΥΛΩΝ ΜΗΧΑΝΙΚΩΝ — [1311, 1799, 1453, 1812]
text: Μικροβιολογικὴ ἐξέτασις: ἐγκεφαλονωτιαίου ὑγροῦ πρὸς διάγνωσιν μηνιγγίτιδος. — [1311, 1602, 1591, 1633]
text: Κ. ΡΩΜΠΑΠΑΣ ΚΑΙ ΣΑΣ — [12, 480, 159, 495]
zitetai-heading: ΖΗΤΕΙΤΑΙ — [1311, 973, 1421, 1004]
column-rule — [1038, 770, 1039, 2210]
location: Βυρσᾶκα — [1044, 1735, 1100, 1750]
text: Ἅπαν τὸ ἐνεργητικὸν καὶ παθητικὸν αὐτῆς ἀνέλαβον οἱ κ. Γ. Λ. Πρωτοπαπᾶς καὶ Σας. — [12, 538, 262, 569]
text: Τὴν Τρίτην ἐπανεκάμψαν ἐκ Σερρῶν οἱ δημαρχιακοὶ ἰατροὶ οἵτινες προσέφεραν ἐκεῖ πρὸς περιορισμὸν τῆς χολέρας ὑπηρεσίας καὶ οὗτοι εἰς εὐχαριστήριον καθαρεῖον. — [1044, 1428, 1300, 1492]
masthead-rule — [12, 56, 1588, 58]
grevena-subhead: ΕΚΔΗΛΩΣΕΙΣ ΑΠΟ ΤΗΝ ΑΓΓΛΙΑΝ — [318, 692, 486, 707]
text: Αἱ διευθύνσεις τῶν ἑλληνικῶν ἀτμοπλοϊκῶν ἑταιρειῶν λαβοῦσαι γνῶσιν τῆς ἄρσεως τοῦ μποϋκοτάζ εἰδοποίησαν ὅτι τὰ ἀτμόπλοιά των θὰ προσεγγίζουν κανονικῶς εἰς τοὺς λιμένας μας, ἀπήντησαν εἰς τὸν ἐπὶ τοῦ παρόντος συμφέρει τὸ ἐπαναλαμβάνει τὴν ἐπιστροφήν των, τοῦ ὁποίου ἐπὶ τοῦ παρόντος ὡς ἐκ τῆς θέσεως ἀδυνατοῦσι νὰ πράξωσι τοῦτο. — [1044, 948, 1300, 1078]
text: συστηθεῖσαν ἑταιρίαν, ἥτις καὶ ἀνέλαβεν ἅπαν τὸ ἐνεργητικὸν καὶ παθητικὸν τῆς ὡς ἄνω διαλυθείσης ἑταιρίας καὶ ἥτις ἐξουσιοδοτήθη εἰς τὴν εἰσπραξιν ἁπάντων τῶν καθυστερουμένων ἀπαιτήσεων τῆς Ἑταιρίας ἡμῶν τῶν προερχομένων ἐκ παλαιῶν λογαριασμῶν τῶν πρώην ἀντιπροσώπων μας κ. κ. Καφάσο καὶ Μουδοπούλου. — [12, 1401, 262, 1531]
text: Φαρμακευτικὰ προϊόντα ἀρίστης προελεύσεως. — [1325, 1220, 1564, 1234]
text: Πλήρης συλλογὴ Χειρουργικῶν ἐργαλείων, κηλεπιδέσμων κτλ. — [1311, 1240, 1591, 1271]
nison-heading: ΕΝΙΣΧΥΣΙΣ ΤΩΝ ΝΗΣΩΝ — [1269, 226, 1493, 255]
column-5-top — [1171, 148, 1591, 766]
text: Ἀντιπροσωπεία: Ἀντιφθερτικὸν ὀρὸν Merieux καὶ τοῦ Pulmoserum θαυματουργοῦ φαρμάκου κατὰ τῆς φθίσεως καὶ ἀσθενῶν ἀναπνευστικῶν ὀργάνων, ὡς ἄλλων τοῦ παθολογικοῦ. — [1311, 1331, 1591, 1395]
eidiseis-headline-2: ΕΞ ΕΛΛΑΔΟΣ — [873, 830, 1032, 938]
grevena-headline: ΤΟ ΤΕΡΑΤΟΥΡΓΗΜΑ ΓΡΕΒΕΝΩΝ — [397, 606, 662, 708]
pharmakeio-heading-2: ΓΑΒΡΙΗΛ Ν. ΠΕΝΤΖΙΚΗ — [1353, 1101, 1549, 1126]
text: ΚΩΝ)ΠΟΛΙΣ 2 Νοεμβρίου.—Μετὰ τὰς τελευταίας στρατιωτικὰς ἀποστολὰς ἀνέρχονται αἱ στρατιωτικαὶ φρουραὶ τῶν νήσων Μυτιλήνης, Χίου, Ρόδου καὶ Σάμου εἰς 3200 ἄνδρας. Εἰς τὴν Μιτυλήνην εὑρίσκονται δύο ὀρειβὰ πυροβόλα, εἰς τὴν Σάμον τέσσαρα πεδινά. — [1171, 367, 1591, 431]
vlachou-headline: Η ΕΠΙΣΤΟΛΗ ΤΟΥ ΒΛΑΧΟΥ — [383, 1290, 676, 1330]
katargisis-subheading: ΤΗΣ ΕΚΚΛ. ΑΛΗΘΕΙΑΣ — [832, 1345, 996, 1365]
text: Ἀφίκοντο ἐκ Γενισέα ὁ ἐκεῖ Ἀρχιερ. Ἐπίτροπος Ἀρχιμανδρίτης κ. Ἀλέξανδρος. — [1044, 1856, 1300, 1887]
divider — [796, 307, 1158, 308]
divider — [1311, 969, 1591, 970]
iatron-heading: ΕΠΙΣΤΡΟΦΗ ΙΑΤΡΩΝ — [1091, 1402, 1253, 1423]
text: Τὰ γυμνάσια θὰ ἐκτελεσθοῦν εἰς τὸ Αἰγαῖον καὶ θὰ ἐξακολουθήσουν ἐπὶ τέσσαρας ἑβδομάδας. — [796, 1017, 1032, 1065]
eidiseis-headline-1: ΕΙΔΗΣΕΙΣ — [796, 776, 947, 830]
divider — [1171, 454, 1591, 455]
divider — [1171, 220, 1591, 221]
eidiseis-subhead: ΑΙ ΣΤΡΑΤΙΩΤΙΚΑΙ ΠΡΟΜΗΘΕΙΑΙ — [845, 1070, 983, 1082]
text: Ἡ ἐπιστολὴ περιέχει καὶ μερικὰς πολὺ χαρακτηριστικὰς σκέψεις ἐπὶ τῆς ἐσωτερικῆς καταστάσεως τῆς Τουρκίας. — [274, 800, 530, 848]
text: Κ. ΡΩΜΠΑΠΑΣ ΚΑΙ ΣΑΣ — [12, 763, 159, 778]
apostoli-block — [541, 1082, 785, 1282]
text: Ἀναγινώσκομεν ἐν τῇ «Προόδῳ» τῆς Τετάρτης: — [541, 1103, 785, 1134]
text: Τὴν ἑταιρικὴν ἐπωνυμίαν θὰ ὑπογράφῃ ἕκαστος τῶν συνεταίρων. — [12, 973, 262, 1004]
text: συμφώνως τῇ ὑπὸ ἡμερομηνίαν 29 Ὀκτωβρίου 1911 ἐγκυκλίῳ, ἀνεδέχθημεν τὴν ἀποκλειστικὴν ἀντιπροσωπείαν τοῦ ἐν Δεδὲ Ἀγάτς ἀτμομύλου ἡμῶν εἰς τὴν παρὰ τῶν κ. κ. Κ. Ρώμπαπα καὶ Κ. Δ. Δαρδούφα ὑπὸ τὴν ἰδίαν ἐπωνυμίαν — [12, 1294, 262, 1374]
gamoi-heading: ΓΑΜΟΙ — [1132, 1596, 1212, 1625]
